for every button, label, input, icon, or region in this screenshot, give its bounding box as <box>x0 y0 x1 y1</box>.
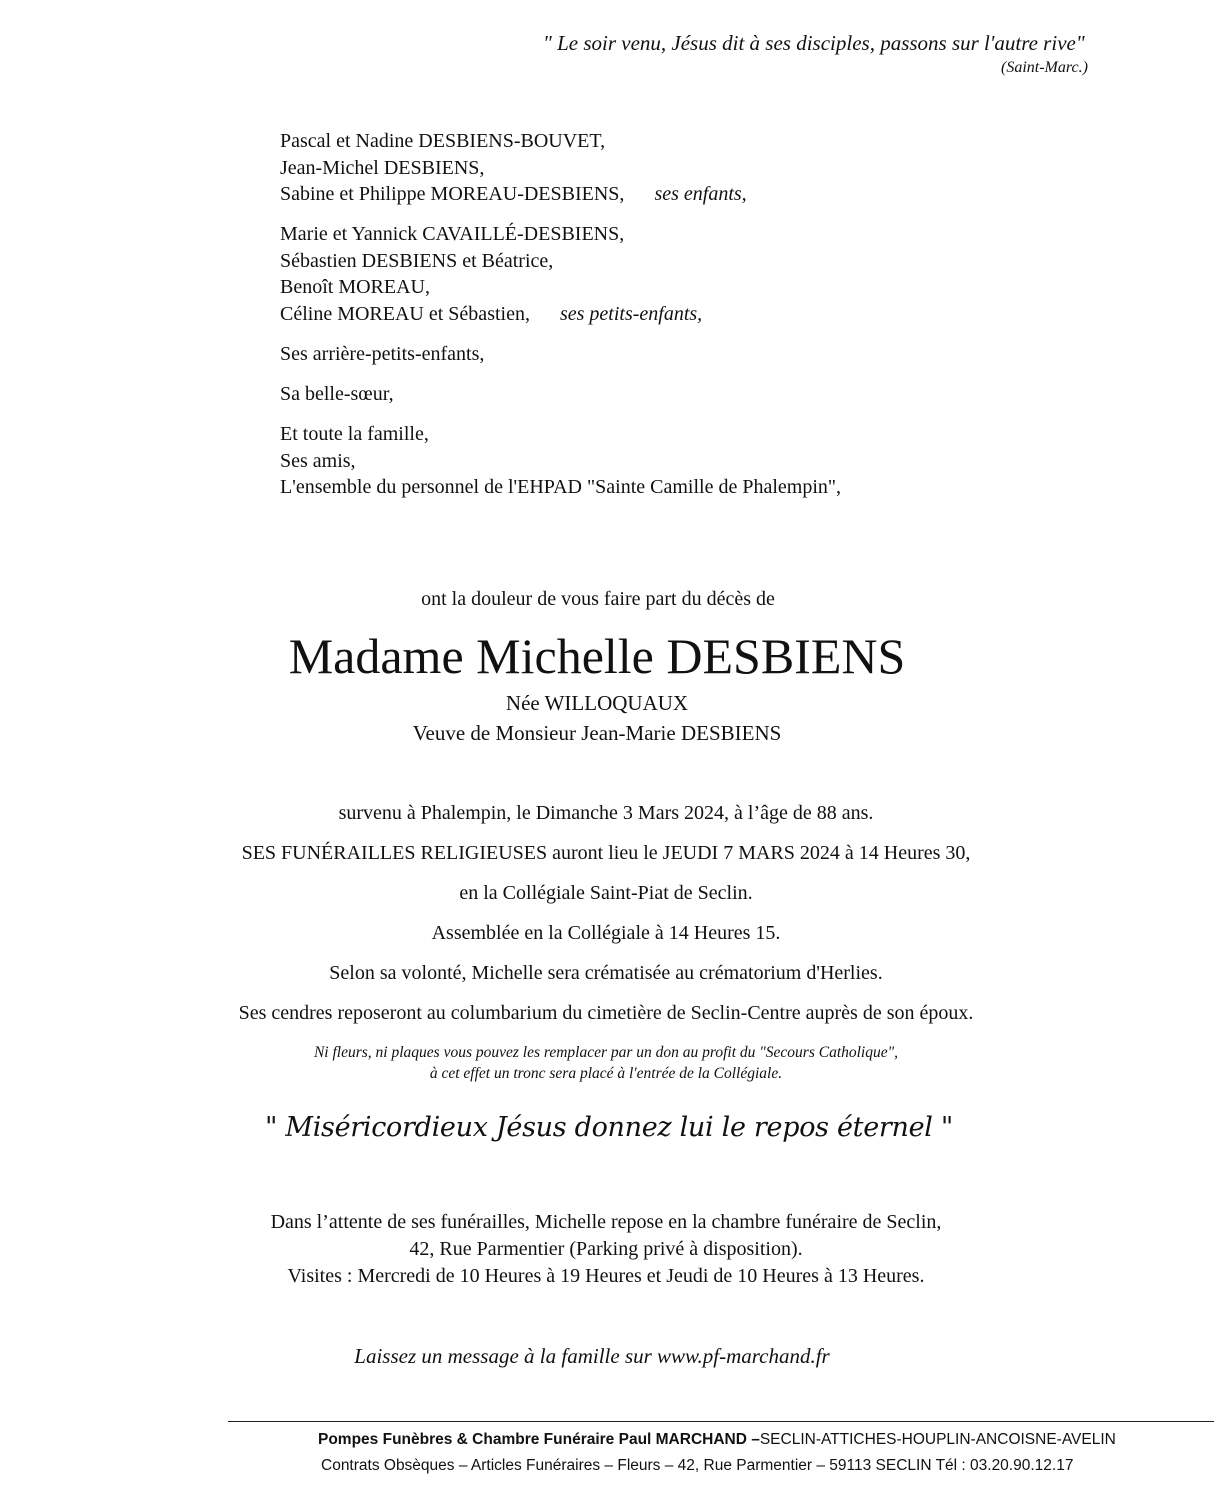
cremation-info: Selon sa volonté, Michelle sera crématisée au crématorium d'Herlies. <box>329 962 883 984</box>
family-great-grandchildren: Ses arrière-petits-enfants, <box>280 343 485 365</box>
epigraph-source: (Saint-Marc.) <box>1001 59 1088 76</box>
online-message: Laissez un message à la famille sur www.pf-marchand.fr <box>354 1344 830 1368</box>
deceased-name: Madame Michelle DESBIENS <box>288 628 906 684</box>
family-line: L'ensemble du personnel de l'EHPAD "Sainte Camille de Phalempin", <box>280 476 842 498</box>
widow-of: Veuve de Monsieur Jean-Marie DESBIENS <box>412 721 782 745</box>
grandchildren-role: ses petits-enfants, <box>559 302 703 325</box>
family-others <box>280 421 841 501</box>
footer-company: Pompes Funèbres & Chambre Funéraire Paul MARCHAND – <box>318 1431 760 1448</box>
children-role: ses enfants, <box>654 183 747 205</box>
flowers-note-1: Ni fleurs, ni plaques vous pouvez les remplacer par un don au profit du "Secours Catholique", <box>313 1044 899 1061</box>
epigraph-quote: " Le soir venu, Jésus dit à ses disciples, passons sur l'autre rive" <box>543 31 1085 55</box>
family-grandchildren <box>280 221 702 327</box>
family-line: Ses amis, <box>280 449 356 472</box>
family-sister-in-law: Sa belle-sœur, <box>280 383 394 405</box>
family-line: Et toute la famille, <box>280 423 429 445</box>
family-line: Jean-Michel DESBIENS, <box>280 156 485 179</box>
family-line <box>280 301 702 328</box>
family-line-text: Céline MOREAU et Sébastien, <box>280 302 530 325</box>
family-line: Pascal et Nadine DESBIENS-BOUVET, <box>280 130 606 152</box>
ashes-info: Ses cendres reposeront au columbarium du cimetière de Seclin-Centre auprès de son époux. <box>238 1002 974 1024</box>
visit-line-2: 42, Rue Parmentier (Parking privé à disposition). <box>409 1238 803 1260</box>
visit-line-3: Visites : Mercredi de 10 Heures à 19 Heures et Jeudi de 10 Heures à 13 Heures. <box>287 1265 925 1287</box>
footer-company-line <box>318 1431 1116 1449</box>
assembly-time: Assemblée en la Collégiale à 14 Heures 15. <box>431 922 781 944</box>
death-details: survenu à Phalempin, le Dimanche 3 Mars 2024, à l’âge de 88 ans. <box>338 802 874 824</box>
family-line <box>280 181 747 208</box>
flowers-note-2: à cet effet un tronc sera placé à l'entrée de la Collégiale. <box>429 1065 783 1082</box>
family-children <box>280 128 747 208</box>
footer-towns: SECLIN-ATTICHES-HOUPLIN-ANCOISNE-AVELIN <box>759 1431 1116 1448</box>
footer-services: Contrats Obsèques – Articles Funéraires – Fleurs – 42, Rue Parmentier – 59113 SECLIN Tél : 03.20.90.12.17 <box>321 1457 1074 1474</box>
family-line-text: Sabine et Philippe MOREAU-DESBIENS, <box>280 183 625 205</box>
footer-divider <box>228 1421 1214 1422</box>
prayer-quote: " Miséricordieux Jésus donnez lui le repos éternel " <box>264 1112 954 1143</box>
family-line: Benoît MOREAU, <box>280 276 430 298</box>
funeral-place: en la Collégiale Saint-Piat de Seclin. <box>459 882 753 904</box>
family-line: Marie et Yannick CAVAILLÉ-DESBIENS, <box>280 223 625 245</box>
family-line: Sébastien DESBIENS et Béatrice, <box>280 249 554 272</box>
funeral-details: SES FUNÉRAILLES RELIGIEUSES auront lieu le JEUDI 7 MARS 2024 à 14 Heures 30, <box>241 842 971 864</box>
maiden-name: Née WILLOQUAUX <box>505 691 689 715</box>
announcement-intro: ont la douleur de vous faire part du décès de <box>421 588 775 610</box>
visit-line-1: Dans l’attente de ses funérailles, Michelle repose en la chambre funéraire de Seclin, <box>270 1211 942 1233</box>
